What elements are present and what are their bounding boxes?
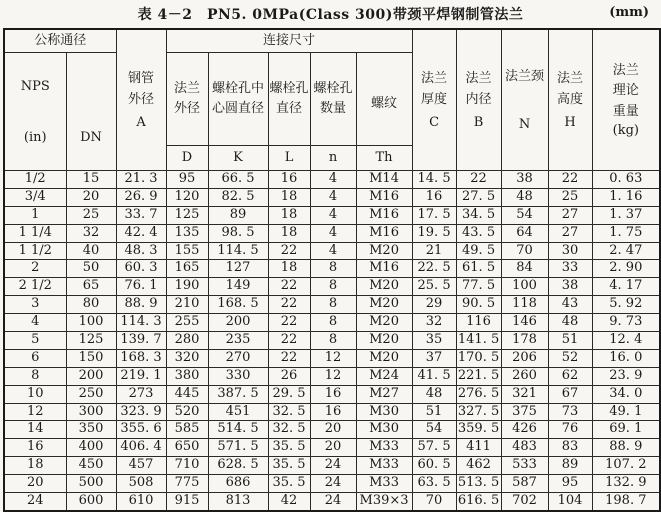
header-dn: DN [66,53,116,171]
table-cell: 320 [166,349,208,367]
table-cell: 2. 90 [592,260,660,278]
table-cell: 513. 5 [456,475,501,493]
table-cell: 24 [4,493,66,511]
table-cell: 116 [456,314,501,332]
table-cell: 8 [310,314,356,332]
table-row [4,367,660,385]
table-cell: 21 [412,242,456,260]
table-cell: 89 [208,206,268,224]
table-cell: 375 [501,403,548,421]
table-cell: 628. 5 [208,457,268,475]
table-cell: 1. 16 [592,188,660,206]
table-cell: 48 [412,385,456,403]
table-cell: 321 [501,385,548,403]
header-connection-dims: 连接尺寸 [166,29,412,53]
header-bolt-count: 螺栓孔 数量 [310,53,356,146]
table-cell: 2. 47 [592,242,660,260]
table-cell: 100 [501,278,548,296]
table-cell: 42 [268,493,310,511]
table-cell: 12. 4 [592,332,660,350]
table-cell: 12 [4,403,66,421]
table-cell: 98. 5 [208,224,268,242]
table-cell: 1 1/4 [4,224,66,242]
table-cell: 426 [501,421,548,439]
table-cell: 146 [501,314,548,332]
table-cell: 57. 5 [412,439,456,457]
symbol-K: K [208,146,268,171]
table-cell: 150 [66,349,116,367]
table-cell: 8 [310,332,356,350]
table-row [4,224,660,242]
table-cell: M30 [356,421,412,439]
table-cell: M24 [356,367,412,385]
table-row [4,171,660,189]
table-cell: 69. 1 [592,421,660,439]
table-cell: 359. 5 [456,421,501,439]
table-cell: 42. 4 [116,224,166,242]
table-cell: 27 [548,224,592,242]
table-cell: 24 [310,475,356,493]
table-cell: 200 [66,367,116,385]
table-cell: 571. 5 [208,439,268,457]
table-cell: 200 [208,314,268,332]
table-cell: M20 [356,349,412,367]
table-cell: 219. 1 [116,367,166,385]
table-cell: 22 [268,242,310,260]
table-cell: 165 [166,260,208,278]
table-cell: 5. 92 [592,296,660,314]
header-flange-bore: 法兰 内径 B [456,29,501,171]
table-cell: 1 1/2 [4,242,66,260]
table-cell: 4. 17 [592,278,660,296]
table-cell: 54 [412,421,456,439]
table-cell: 49. 1 [592,403,660,421]
table-cell: M20 [356,242,412,260]
table-body [4,171,660,511]
header-bolt-hole-dia: 螺栓孔 直径 [268,53,310,146]
table-cell: 206 [501,349,548,367]
table-cell: 168. 3 [116,349,166,367]
table-cell: 54 [501,206,548,224]
table-cell: 210 [166,296,208,314]
table-row [4,206,660,224]
table-cell: 1/2 [4,171,66,189]
table-cell: M16 [356,206,412,224]
table-cell: 18 [4,457,66,475]
table-cell: 276. 5 [456,385,501,403]
table-cell: 221. 5 [456,367,501,385]
table-cell: 65 [66,278,116,296]
table-cell: 27. 5 [456,188,501,206]
table-cell: 255 [166,314,208,332]
table-cell: M33 [356,475,412,493]
table-cell: 70 [412,493,456,511]
table-cell: 64 [501,224,548,242]
table-cell: 114. 3 [116,314,166,332]
table-cell: 135 [166,224,208,242]
symbol-n: n [310,146,356,171]
table-cell: 16 [310,385,356,403]
table-cell: 4 [310,224,356,242]
table-cell: 1. 37 [592,206,660,224]
title-row [0,0,661,28]
table-cell: 66. 5 [208,171,268,189]
table-cell: 48. 3 [116,242,166,260]
table-cell: 26. 9 [116,188,166,206]
table-cell: 26 [268,367,310,385]
table-cell: 616. 5 [456,493,501,511]
table-cell: 178 [501,332,548,350]
table-cell: 33 [548,260,592,278]
table-cell: 22 [268,332,310,350]
table-cell: 445 [166,385,208,403]
table-cell: 34. 5 [456,206,501,224]
table-cell: 327. 5 [456,403,501,421]
table-cell: 190 [166,278,208,296]
table-cell: 127 [208,260,268,278]
table-row [4,457,660,475]
table-cell: 710 [166,457,208,475]
table-cell: 300 [66,403,116,421]
table-cell: 132. 9 [592,475,660,493]
table-cell: 38 [548,278,592,296]
table-cell: 686 [208,475,268,493]
table-cell: 355. 6 [116,421,166,439]
header-flange-height: 法兰 高度 H [548,29,592,171]
table-cell: M33 [356,457,412,475]
table-cell: 10 [4,385,66,403]
table-cell: 12 [310,349,356,367]
table-cell: 915 [166,493,208,511]
table-cell: M16 [356,260,412,278]
table-cell: 41. 5 [412,367,456,385]
table-cell: 1. 75 [592,224,660,242]
table-cell: 600 [66,493,116,511]
table-cell: 32. 5 [268,403,310,421]
table-cell: 411 [456,439,501,457]
table-cell: 400 [66,439,116,457]
table-cell: 500 [66,475,116,493]
table-row [4,421,660,439]
table-cell: M20 [356,278,412,296]
table-cell: 273 [116,385,166,403]
table-cell: 168. 5 [208,296,268,314]
symbol-D: D [166,146,208,171]
header-flange-thickness: 法兰 厚度 C [412,29,456,171]
table-cell: 250 [66,385,116,403]
table-cell: 20 [310,439,356,457]
table-cell: M20 [356,296,412,314]
table-cell: 88. 9 [592,439,660,457]
header-nps: NPS (in) [4,53,66,171]
table-cell: 100 [66,314,116,332]
table-cell: M14 [356,171,412,189]
table-cell: 14 [4,421,66,439]
table-cell: 18 [268,206,310,224]
table-cell: 35. 5 [268,457,310,475]
table-cell: 260 [501,367,548,385]
table-cell: 650 [166,439,208,457]
table-cell: 483 [501,439,548,457]
table-cell: M33 [356,439,412,457]
table-cell: 114. 5 [208,242,268,260]
table-cell: 16 [310,403,356,421]
table-cell: 32 [66,224,116,242]
table-cell: 149 [208,278,268,296]
table-cell: 60. 5 [412,457,456,475]
table-cell: M30 [356,403,412,421]
table-cell: 2 1/2 [4,278,66,296]
table-cell: 235 [208,332,268,350]
table-cell: 587 [501,475,548,493]
table-cell: 63. 5 [412,475,456,493]
table-cell: 702 [501,493,548,511]
table-cell: M16 [356,188,412,206]
table-cell: 12 [310,367,356,385]
table-row [4,493,660,511]
table-cell: 585 [166,421,208,439]
header-flange-weight: 法兰 理论 重量 (kg) [592,29,660,171]
table-cell: 198. 7 [592,493,660,511]
table-cell: 380 [166,367,208,385]
table-cell: 67 [548,385,592,403]
table-cell: 4 [310,206,356,224]
table-cell: 25. 5 [412,278,456,296]
table-cell: 18 [268,188,310,206]
table-cell: 49. 5 [456,242,501,260]
table-cell: 77. 5 [456,278,501,296]
table-cell: 38 [501,171,548,189]
table-cell: 29 [412,296,456,314]
table-cell: 89 [548,457,592,475]
table-cell: 8 [310,278,356,296]
table-cell: 22 [268,278,310,296]
table-cell: 6 [4,349,66,367]
table-cell: 24 [310,457,356,475]
table-cell: 350 [66,421,116,439]
table-cell: 82. 5 [208,188,268,206]
table-cell: 62 [548,367,592,385]
table-cell: 51 [412,403,456,421]
table-cell: 43 [548,296,592,314]
table-cell: 450 [66,457,116,475]
table-cell: 610 [116,493,166,511]
table-cell: 61. 5 [456,260,501,278]
table-cell: 76 [548,421,592,439]
table-cell: 125 [66,332,116,350]
table-cell: 76. 1 [116,278,166,296]
table-row [4,260,660,278]
table-cell: M39×3 [356,493,412,511]
table-cell: 35 [412,332,456,350]
symbol-L: L [268,146,310,171]
table-row [4,296,660,314]
table-cell: 48 [548,314,592,332]
table-cell: 22 [456,171,501,189]
table-cell: 462 [456,457,501,475]
header-pipe-od: 钢管 外径 A [116,29,166,171]
table-cell: 16. 0 [592,349,660,367]
table-cell: 4 [4,314,66,332]
symbol-Th: Th [356,146,412,171]
unit-label: (mm) [609,5,649,20]
table-cell: 32 [412,314,456,332]
table-cell: 17. 5 [412,206,456,224]
table-cell: 51 [548,332,592,350]
table-cell: 95 [548,475,592,493]
table-cell: 4 [310,242,356,260]
header-flange-od: 法兰 外径 [166,53,208,146]
table-cell: 120 [166,188,208,206]
table-cell: 323. 9 [116,403,166,421]
table-cell: 37 [412,349,456,367]
table-cell: 5 [4,332,66,350]
table-cell: 20 [310,421,356,439]
table-cell: 4 [310,188,356,206]
table-cell: 88. 9 [116,296,166,314]
table-row [4,439,660,457]
table-cell: 14. 5 [412,171,456,189]
table-cell: 20 [4,475,66,493]
table-row [4,332,660,350]
table-cell: M27 [356,385,412,403]
table-cell: 118 [501,296,548,314]
table-cell: 533 [501,457,548,475]
table-row [4,188,660,206]
table-cell: 170. 5 [456,349,501,367]
table-cell: 3/4 [4,188,66,206]
table-cell: 330 [208,367,268,385]
table-cell: 107. 2 [592,457,660,475]
table-cell: 141. 5 [456,332,501,350]
table-cell: 73 [548,403,592,421]
table-cell: 22 [268,349,310,367]
table-cell: 22 [268,296,310,314]
table-cell: 29. 5 [268,385,310,403]
table-cell: 50 [66,260,116,278]
table-cell: 813 [208,493,268,511]
table-cell: M20 [356,332,412,350]
table-cell: 60. 3 [116,260,166,278]
table-cell: 25 [66,206,116,224]
table-row [4,242,660,260]
table-cell: 8 [310,296,356,314]
table-row [4,314,660,332]
table-cell: 520 [166,403,208,421]
table-cell: 90. 5 [456,296,501,314]
table-cell: 3 [4,296,66,314]
table-cell: 27 [548,206,592,224]
table-cell: 155 [166,242,208,260]
flange-spec-table [3,28,661,512]
table-cell: 15 [66,171,116,189]
table-cell: 16 [412,188,456,206]
table-cell: 80 [66,296,116,314]
table-row [4,403,660,421]
table-cell: 25 [548,188,592,206]
table-cell: 280 [166,332,208,350]
table-cell: 2 [4,260,66,278]
table-cell: 22. 5 [412,260,456,278]
table-cell: 9. 73 [592,314,660,332]
header-thread: 螺纹 [356,53,412,146]
table-cell: 95 [166,171,208,189]
table-cell: 48 [501,188,548,206]
table-cell: 1 [4,206,66,224]
table-cell: 35. 5 [268,439,310,457]
table-cell: 18 [268,260,310,278]
table-cell: 4 [310,171,356,189]
table-cell: 139. 7 [116,332,166,350]
table-cell: 32. 5 [268,421,310,439]
header-flange-neck: 法兰颈 N [501,29,548,171]
table-cell: 104 [548,493,592,511]
table-title: 表 4－2 PN5. 0MPa(Class 300)带颈平焊钢制管法兰 [137,7,524,23]
table-row [4,278,660,296]
table-row [4,385,660,403]
table-cell: 775 [166,475,208,493]
table-cell: 19. 5 [412,224,456,242]
table-cell: 84 [501,260,548,278]
table-cell: 406. 4 [116,439,166,457]
table-cell: 20 [66,188,116,206]
table-cell: 16 [268,171,310,189]
table-cell: 52 [548,349,592,367]
table-cell: 83 [548,439,592,457]
table-cell: 18 [268,224,310,242]
table-row [4,349,660,367]
table-cell: 30 [548,242,592,260]
table-cell: 0. 63 [592,171,660,189]
table-cell: 33. 7 [116,206,166,224]
table-cell: 23. 9 [592,367,660,385]
table-cell: M16 [356,224,412,242]
table-cell: 8 [310,260,356,278]
table-cell: 22 [268,314,310,332]
header-bolt-circle: 螺栓孔中 心圆直径 [208,53,268,146]
table-cell: 24 [310,493,356,511]
table-cell: 8 [4,367,66,385]
table-cell: 125 [166,206,208,224]
table-cell: 35. 5 [268,475,310,493]
table-cell: 508 [116,475,166,493]
table-cell: 40 [66,242,116,260]
table-cell: 270 [208,349,268,367]
table-cell: M20 [356,314,412,332]
table-cell: 21. 3 [116,171,166,189]
table-cell: 43. 5 [456,224,501,242]
table-cell: 16 [4,439,66,457]
table-cell: 457 [116,457,166,475]
table-cell: 22 [548,171,592,189]
table-cell: 70 [501,242,548,260]
header-nominal-size: 公称通径 [4,29,116,53]
table-cell: 387. 5 [208,385,268,403]
table-cell: 34. 0 [592,385,660,403]
table-cell: 514. 5 [208,421,268,439]
table-cell: 451 [208,403,268,421]
